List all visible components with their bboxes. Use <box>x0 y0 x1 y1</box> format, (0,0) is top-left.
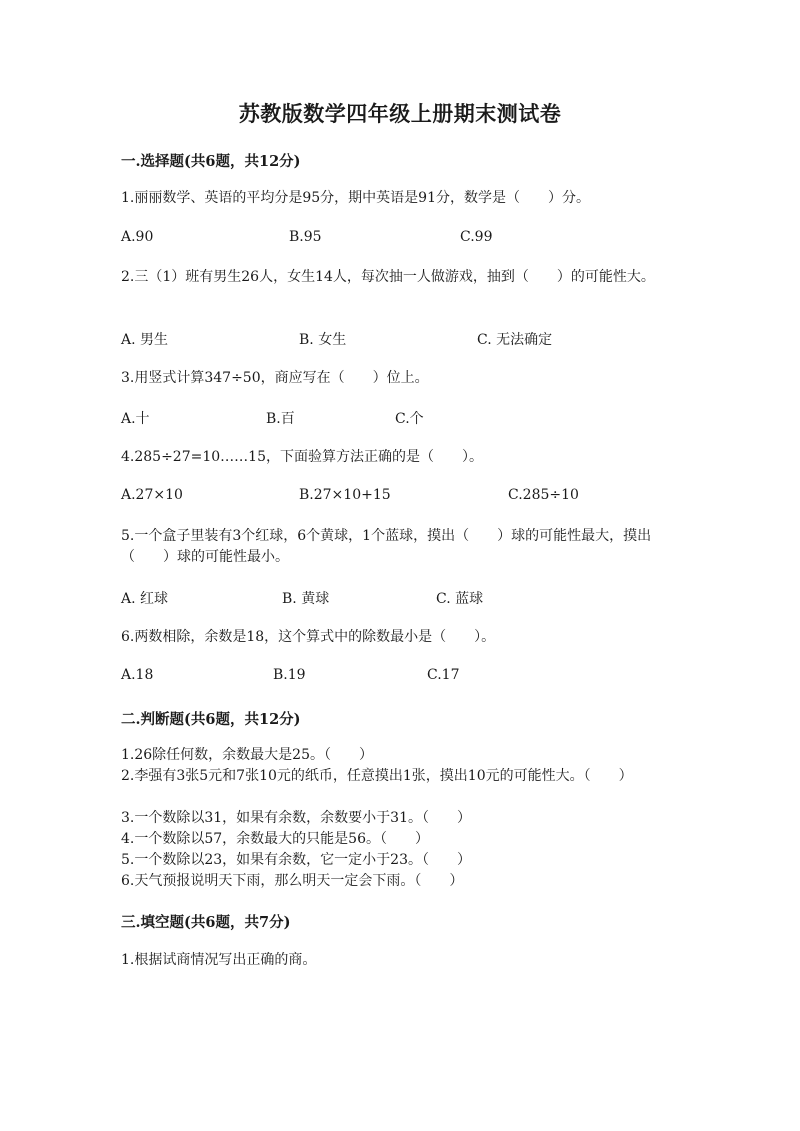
option-5-c: C. 蓝球 <box>436 591 484 607</box>
option-5-b: B. 黄球 <box>282 591 330 607</box>
option-6-c: C.17 <box>427 667 460 683</box>
option-1-c: C.99 <box>460 229 493 245</box>
question-4: 4.285÷27=10……15，下面验算方法正确的是（ ）。 <box>121 449 483 465</box>
option-1-a: A.90 <box>121 229 154 245</box>
judgement-item-4: 4.一个数除以57，余数最大的只能是56。（ ） <box>121 831 429 847</box>
option-4-c: C.285÷10 <box>508 487 579 503</box>
fill-question-1: 1.根据试商情况写出正确的商。 <box>121 952 317 968</box>
question-2: 2.三（1）班有男生26人，女生14人，每次抽一人做游戏，抽到（ ）的可能性大。 <box>121 269 655 285</box>
question-3: 3.用竖式计算347÷50，商应写在（ ）位上。 <box>121 370 429 386</box>
judgement-item-2: 2.李强有3张5元和7张10元的纸币，任意摸出1张，摸出10元的可能性大。（ ） <box>121 768 633 784</box>
question-5: 5.一个盒子里装有3个红球，6个黄球，1个蓝球，摸出（ ）球的可能性最大，摸出（ ）球的可能性最小。 <box>121 528 652 565</box>
option-4-a: A.27×10 <box>121 487 183 503</box>
option-3-c: C.个 <box>395 411 424 427</box>
option-1-b: B.95 <box>289 229 322 245</box>
section-heading-fill-blank: 三.填空题(共6题，共7分) <box>121 914 291 931</box>
judgement-item-3: 3.一个数除以31，如果有余数，余数要小于31。（ ） <box>121 810 471 826</box>
option-5-a: A. 红球 <box>121 591 169 607</box>
section-heading-judgement: 二.判断题(共6题，共12分) <box>121 711 301 728</box>
option-6-a: A.18 <box>121 667 154 683</box>
page-title: 苏教版数学四年级上册期末测试卷 <box>238 101 562 126</box>
judgement-item-5: 5.一个数除以23，如果有余数，它一定小于23。（ ） <box>121 852 471 868</box>
option-2-b: B. 女生 <box>299 332 347 348</box>
option-2-a: A. 男生 <box>121 332 169 348</box>
judgement-item-1: 1.26除任何数，余数最大是25。（ ） <box>121 747 373 763</box>
section-heading-choice: 一.选择题(共6题，共12分) <box>121 153 301 170</box>
option-4-b: B.27×10+15 <box>299 487 391 503</box>
judgement-item-6: 6.天气预报说明天下雨，那么明天一定会下雨。（ ） <box>121 873 464 889</box>
option-3-a: A.十 <box>121 411 150 427</box>
option-2-c: C. 无法确定 <box>477 332 553 348</box>
option-3-b: B.百 <box>266 411 295 427</box>
question-6: 6.两数相除，余数是18，这个算式中的除数最小是（ ）。 <box>121 629 496 645</box>
option-6-b: B.19 <box>273 667 306 683</box>
question-1: 1.丽丽数学、英语的平均分是95分，期中英语是91分，数学是（ ）分。 <box>121 190 590 206</box>
